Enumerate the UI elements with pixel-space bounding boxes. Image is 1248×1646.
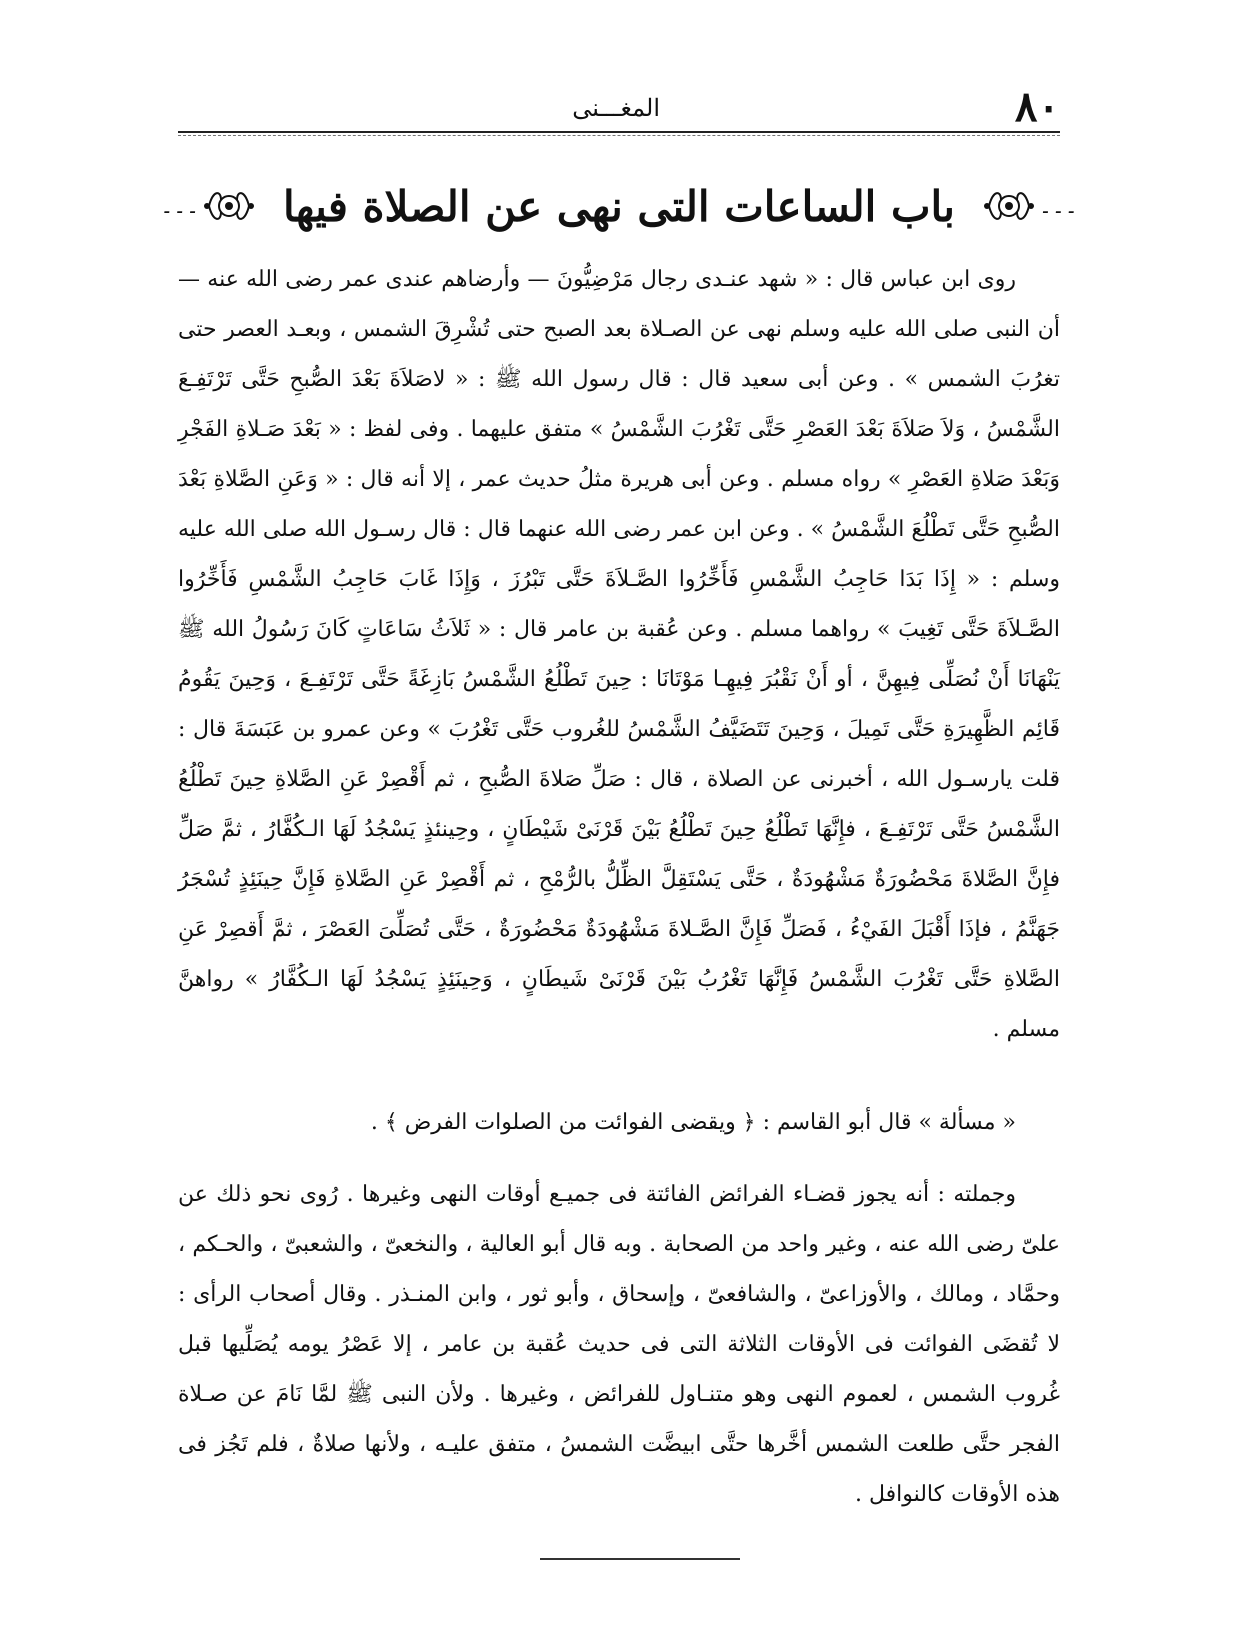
page-number: ٨٠ — [1014, 82, 1060, 131]
paragraph-text: وجملته : أنه يجوز قضـاء الفرائض الفائتة فى جميـع أوقات النهى وغيرها . رُوى نحو ذلك عن علىّ رضى الله عنه ، وغير واحد من الصحابة . وبه قال أبو العالية ، والنخعىّ ، والشعبىّ ، والحـكم ، وحمَّاد ، ومالك ، والأوزاعىّ ، والشافعىّ ، وإسحاق ، وأبو ثور ، وابن المنـذر . وقال أصحاب الرأى : لا تُقضَى الفوائت فى الأوقات الثلاثة التى فى حديث عُقبة بن عامر ، إلا عَصْرُ يومه يُصَلِّيها قبل غُروب الشمس ، لعموم النهى وهو متنـاول للفرائض ، وغيرها . ولأن النبى ﷺ لمَّا نَامَ عن صـلاة الفجر حتَّى طلعت الشمس أخَّرها حتَّى ابيضَّت الشمسُ ، متفق عليـه ، ولأنها صلاةٌ ، فلم تَجُز فى هذه الأوقات كالنوافل . — [178, 1182, 1060, 1507]
masala-line — [178, 1098, 1060, 1148]
left-dots: ۔۔۔ — [160, 193, 199, 219]
chapter-title: باب الساعات التى نهى عن الصلاة فيها — [283, 181, 955, 231]
footer-rule — [540, 1558, 740, 1560]
right-ornament-icon — [979, 182, 1039, 230]
paragraph-hadith — [178, 255, 1060, 1055]
right-dots: ۔۔۔ — [1038, 193, 1078, 219]
masala-text: « مسألة » قال أبو القاسم : ﴿ ويقضى الفوائت من الصلوات الفرض ﴾ . — [370, 1110, 1016, 1135]
header-rule-thin — [178, 135, 1060, 136]
paragraph-explanation — [178, 1170, 1060, 1520]
running-title: المغـــنى — [572, 94, 660, 122]
paragraph-text: روى ابن عباس قال : « شهد عنـدى رجال مَرْضِيُّونَ — وأرضاهم عندى عمر رضى الله عنه — أن النبى صلى الله عليه وسلم نهى عن الصـلاة بعد الصبح حتى تُشْرِقَ الشمس ، وبعـد العصر حتى تغرُبَ الشمس » . وعن أبى سعيد قال : قال رسول الله ﷺ : « لاصَلاَةَ بَعْدَ الصُّبحِ حَتَّى تَرْتَفِـعَ الشَّمْسُ ، وَلاَ صَلاَةَ بَعْدَ العَصْرِ حَتَّى تَغْرُبَ الشَّمْسُ » متفق عليهما . وفى لفظ : « بَعْدَ صَـلاةِ الفَجْرِ وَبَعْدَ صَلاةِ العَصْرِ » رواه مسلم . وعن أبى هريرة مثلُ حديث عمر ، إلا أنه قال : « وَعَنِ الصَّلاةِ بَعْدَ الصُّبحِ حَتَّى تَطْلُعَ الشَّمْسُ » . وعن ابن عمر رضى الله عنهما قال : قال رسـول الله صلى الله عليه وسلم : « إِذَا بَدَا حَاجِبُ الشَّمْسِ فَأَخِّرُوا الصَّـلاَةَ حَتَّى تَبْرُزَ ، وَإِذَا غَابَ حَاجِبُ الشَّمْسِ فَأَخِّرُوا الصَّـلاَةَ حَتَّى تَغِيبَ » رواهما مسلم . وعن عُقبة بن عامر قال : « ثَلاَثُ سَاعَاتٍ كَانَ رَسُولُ الله ﷺ يَنْهَانَا أَنْ نُصَلِّى فِيهِنَّ ، أو أَنْ نَقْبُرَ فِيهِـا مَوْتَانَا : حِينَ تَطْلُعُ الشَّمْسُ بَازِغَةً حَتَّى تَرْتَفِـعَ ، وَحِينَ يَقُومُ قَائِم الظَّهِيرَةِ حَتَّى تَمِيلَ ، وَحِينَ تَتَضَيَّفُ الشَّمْسُ للغُروب حَتَّى تَغْرُبَ » وعن عمرو بن عَبَسَةَ قال : قلت يارسـول الله ، أخبرنى عن الصلاة ، قال : صَلِّ صَلاةَ الصُّبحِ ، ثم أَقْصِرْ عَنِ الصَّلاةِ حِينَ تَطْلُعُ الشَّمْسُ حَتَّى تَرْتَفِـعَ ، فإِنَّهَا تَطْلُعُ حِينَ تَطْلُعُ بَيْنَ قَرْنَىْ شَيْطَانٍ ، وحِينئذٍ يَسْجُدُ لَهَا الـكُفَّارُ ، ثمَّ صَلِّ فإِنَّ الصَّلاةَ مَحْضُورَةٌ مَشْهُودَةٌ ، حَتَّى يَسْتَقِلَّ الظِّلُّ بالرُّمْحِ ، ثم أَقْصِرْ عَنِ الصَّلاةِ فَإِنَّ حِينَئِذٍ تُسْجَرُ جَهَنَّمُ ، فإذَا أَقْبَلَ الفَيْءُ ، فَصَلِّ فَإِنَّ الصَّـلاةَ مَشْهُودَةٌ مَحْضُورَةٌ ، حَتَّى تُصَلِّىَ العَصْرَ ، ثمَّ أَقصِرْ عَنِ الصَّلاةِ حَتَّى تَغْرُبَ الشَّمْسُ فَإِنَّهَا تَغْرُبُ بَيْنَ قَرْنَىْ شَيطَانٍ ، وَحِينَئِذٍ يَسْجُدُ لَهَا الـكُفَّارُ » رواهنَّ مسلم . — [178, 267, 1060, 1042]
page-header — [178, 82, 1060, 142]
header-rule — [178, 131, 1060, 133]
chapter-heading — [160, 170, 1078, 242]
left-ornament-icon — [199, 182, 259, 230]
